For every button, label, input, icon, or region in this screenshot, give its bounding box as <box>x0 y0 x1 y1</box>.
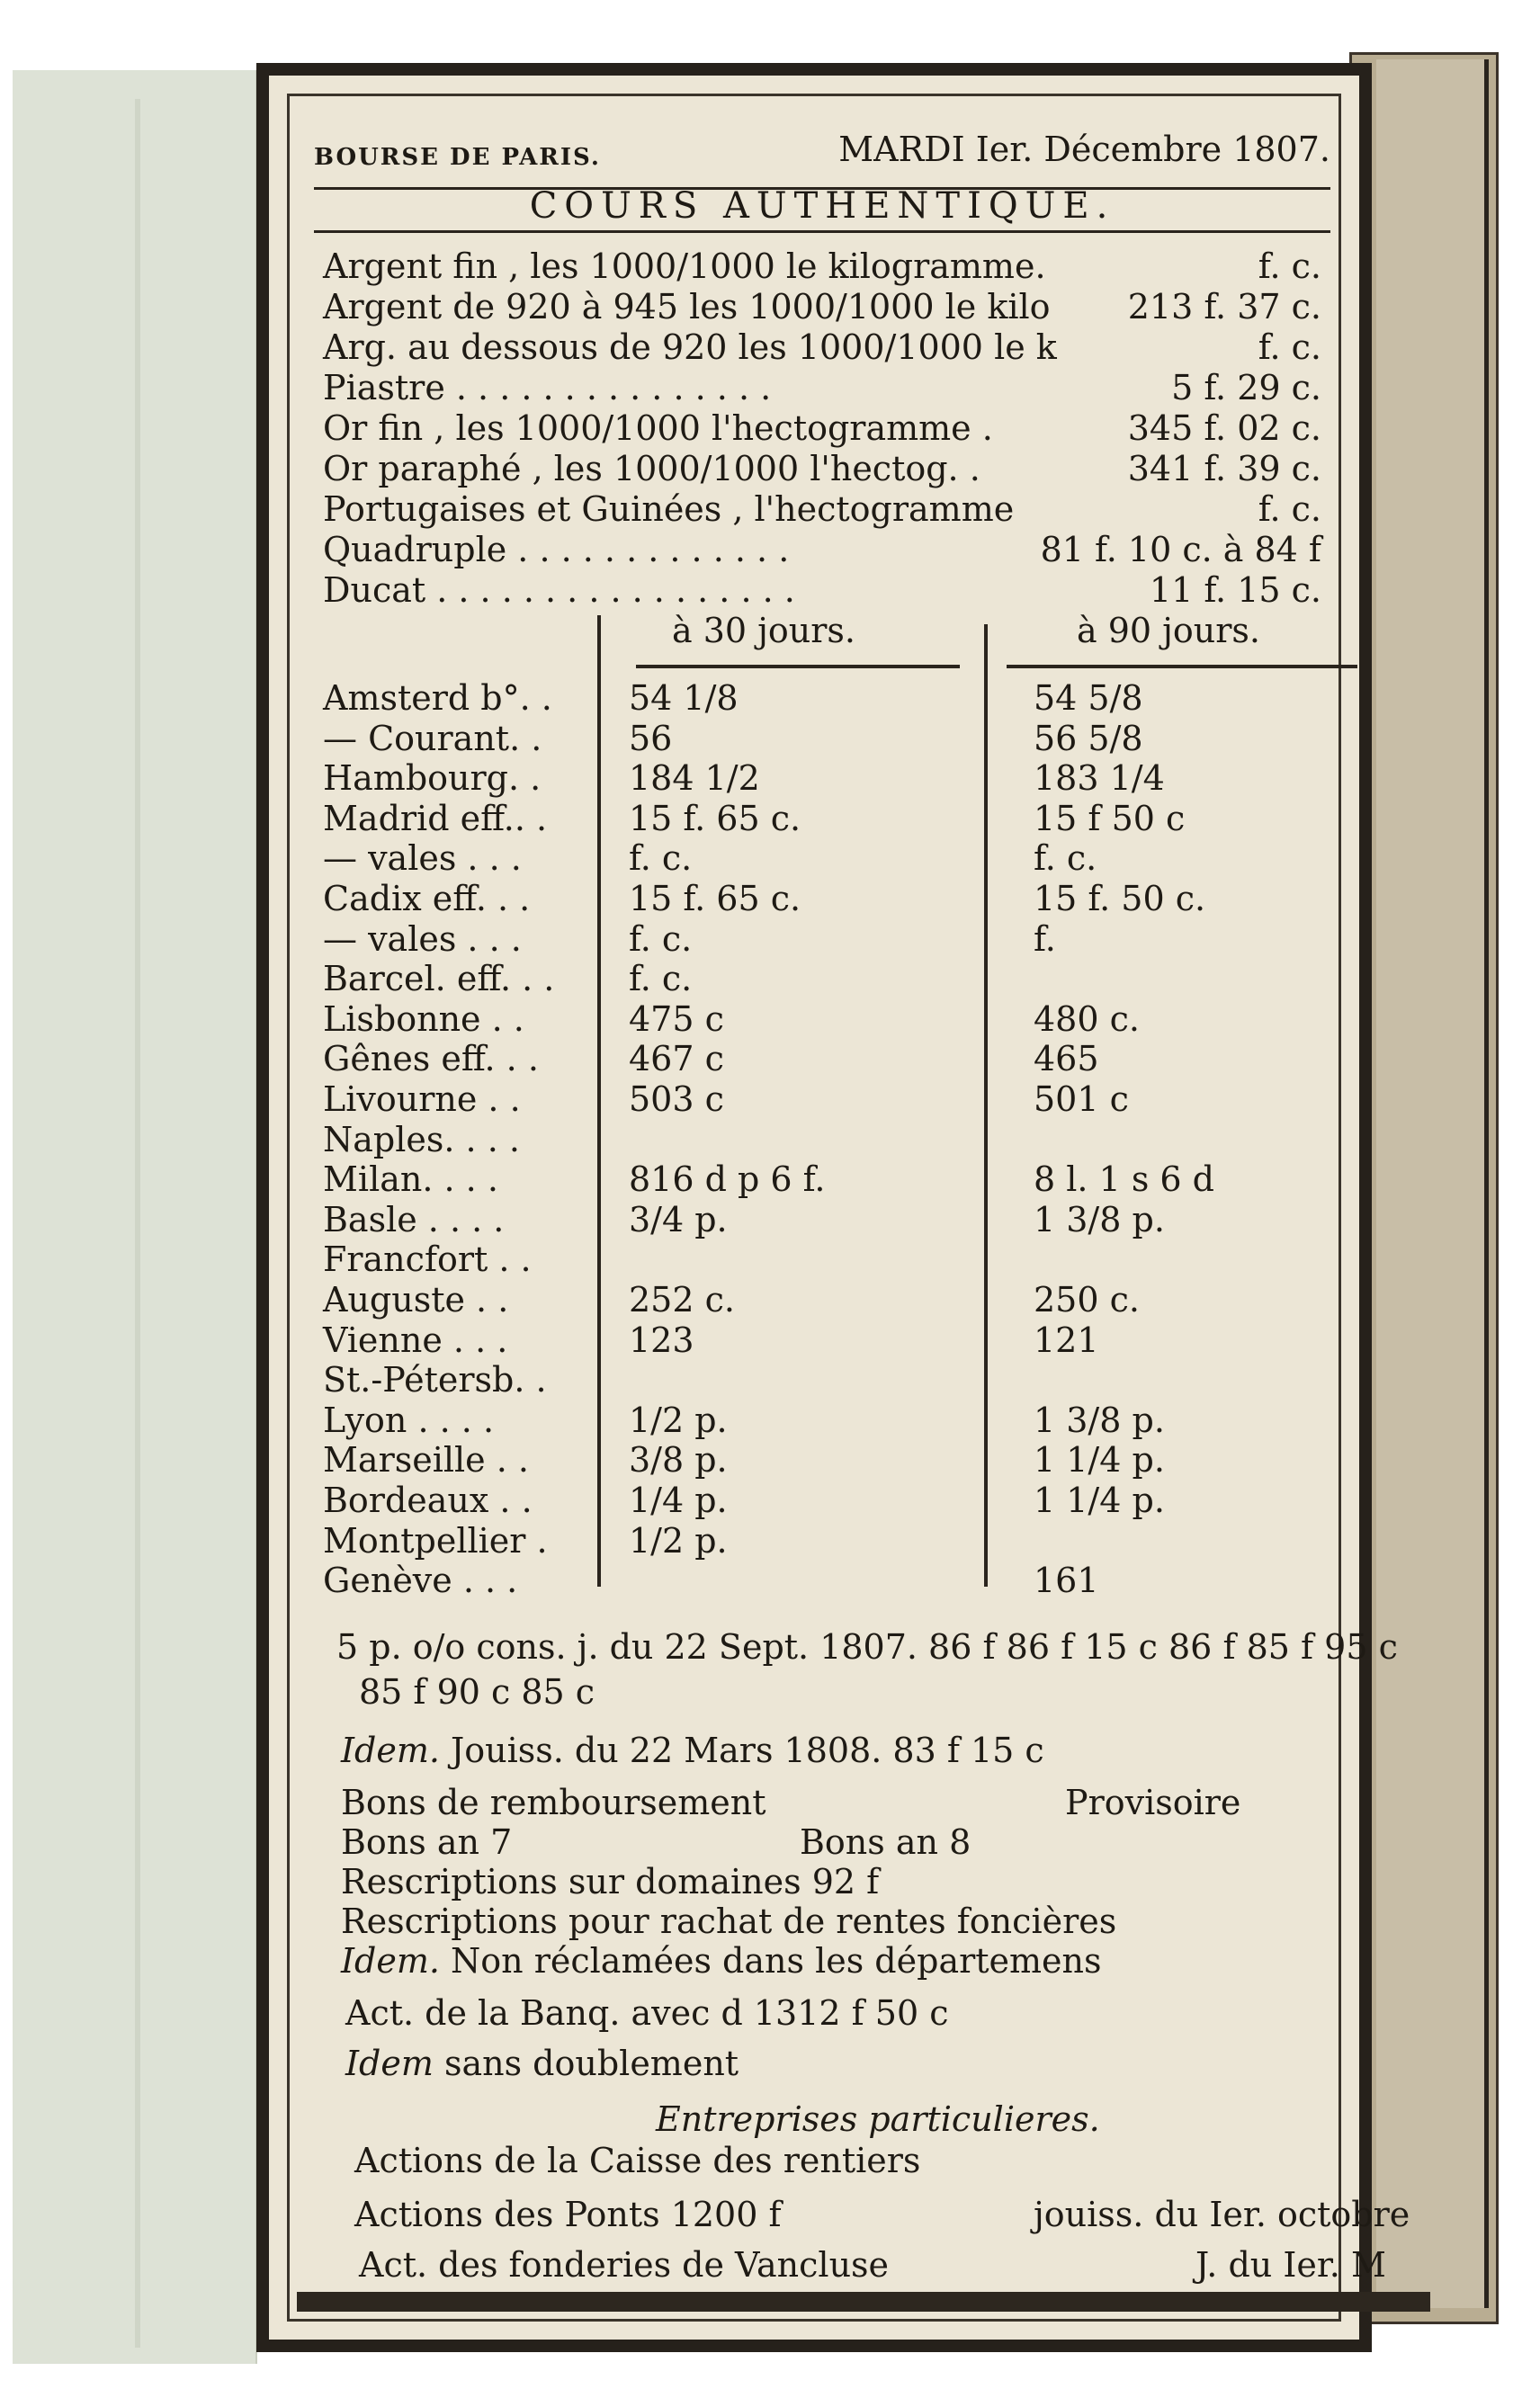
metal-value: 5 f. 29 c. <box>1171 368 1321 407</box>
rate-30-days: 3/8 p. <box>629 1440 728 1481</box>
exchange-row <box>323 1120 1357 1160</box>
exchange-row <box>323 999 1357 1040</box>
exchange-row <box>323 1280 1357 1320</box>
exchange-row <box>323 1239 1357 1280</box>
rate-30-days: 184 1/2 <box>629 758 760 799</box>
exchange-row <box>323 1360 1357 1400</box>
metal-label: Or fin , les 1000/1000 l'hectogramme . <box>323 408 993 448</box>
city-name: Marseille . . <box>323 1440 529 1481</box>
title-rule <box>314 230 1330 233</box>
exchange-row <box>323 799 1357 839</box>
idem2-text: Non réclamées dans les départemens <box>451 1941 1102 1981</box>
page-bottom-edge <box>297 2292 1430 2312</box>
city-name: Basle . . . . <box>323 1199 505 1239</box>
metal-row <box>323 246 1339 284</box>
rate-90-days: 501 c <box>1034 1079 1129 1119</box>
rate-30-days: 1/2 p. <box>629 1520 728 1561</box>
exchange-row <box>323 1440 1357 1481</box>
rate-90-days: 161 <box>1034 1561 1099 1601</box>
metal-row <box>323 408 1339 446</box>
rate-90-days: 183 1/4 <box>1034 758 1165 799</box>
metal-row <box>323 327 1339 365</box>
metal-value: 81 f. 10 c. à 84 f <box>1040 530 1321 569</box>
metal-label: Argent fin , les 1000/1000 le kilogramme. <box>323 246 1046 286</box>
city-name: — Courant. . <box>323 718 542 758</box>
fonderies-jouissance: J. du Ier. M <box>1195 2245 1386 2285</box>
rate-90-days: 1 3/8 p. <box>1034 1400 1165 1440</box>
rate-30-days: 1/4 p. <box>629 1481 728 1520</box>
city-name: Genève . . . <box>323 1561 518 1601</box>
metal-label: Argent de 920 à 945 les 1000/1000 le kilo <box>323 287 1051 327</box>
city-name: Lyon . . . . <box>323 1400 495 1440</box>
city-name: Gênes eff. . . <box>323 1039 539 1079</box>
rate-30-days: f. c. <box>629 959 693 999</box>
rescriptions-domaines: Rescriptions sur domaines 92 f <box>341 1862 880 1901</box>
provisoire: Provisoire <box>1065 1783 1241 1822</box>
city-name: Milan. . . . <box>323 1159 498 1200</box>
rate-90-days: 56 5/8 <box>1034 718 1143 758</box>
metal-value: f. c. <box>1258 489 1321 529</box>
idem3-text: sans doublement <box>443 2044 739 2083</box>
page-stack-edge-inner <box>1376 59 1489 2308</box>
caisse-rentiers: Actions de la Caisse des rentiers <box>354 2141 921 2180</box>
rate-90-days: 54 5/8 <box>1034 678 1143 718</box>
metal-label: Ducat . . . . . . . . . . . . . . . . . <box>323 570 795 610</box>
exchange-row <box>323 879 1357 919</box>
rate-90-days: 465 <box>1034 1039 1099 1079</box>
city-name: — vales . . . <box>323 918 522 959</box>
exchange-row <box>323 1079 1357 1120</box>
rate-90-days: 121 <box>1034 1320 1099 1360</box>
metal-row <box>323 449 1339 487</box>
rate-90-days: f. c. <box>1034 838 1097 879</box>
metal-label: Or paraphé , les 1000/1000 l'hectog. . <box>323 449 980 488</box>
idem-sans-doublement <box>345 2044 739 2083</box>
rate-90-days: 1 1/4 p. <box>1034 1440 1165 1481</box>
bulletin-page <box>256 63 1410 2352</box>
city-name: Barcel. eff. . . <box>323 959 555 999</box>
city-name: Francfort . . <box>323 1239 532 1280</box>
rate-90-days: 1 3/8 p. <box>1034 1199 1165 1239</box>
city-name: Madrid eff.. . <box>323 798 548 838</box>
idem-label: Idem. <box>341 1731 440 1770</box>
exchange-row <box>323 1039 1357 1079</box>
exchange-row <box>323 719 1357 759</box>
metal-label: Piastre . . . . . . . . . . . . . . . <box>323 368 772 407</box>
city-name: — vales . . . <box>323 838 522 879</box>
metal-value: 345 f. 02 c. <box>1127 408 1321 448</box>
exchange-row <box>323 1159 1357 1200</box>
idem-jouiss-line <box>341 1731 1044 1770</box>
col-30-heading: à 30 jours. <box>671 611 856 650</box>
metal-value: f. c. <box>1258 246 1321 286</box>
city-name: St.-Pétersb. . <box>323 1360 547 1400</box>
entreprises-heading: Entreprises particulieres. <box>656 2099 1100 2139</box>
exchange-row <box>323 1200 1357 1240</box>
city-name: Hambourg. . <box>323 758 542 799</box>
rate-30-days: 15 f. 65 c. <box>629 798 801 838</box>
city-name: Naples. . . . <box>323 1119 520 1159</box>
metal-label: Portugaises et Guinées , l'hectogramme <box>323 489 1015 529</box>
metal-row <box>323 570 1339 608</box>
metal-row <box>323 368 1339 406</box>
col-90-rule <box>1007 665 1357 668</box>
idem-non-reclamees <box>341 1941 1102 1981</box>
rate-30-days: 3/4 p. <box>629 1199 728 1239</box>
city-name: Montpellier . <box>323 1520 548 1561</box>
idem2-label: Idem. <box>341 1941 440 1981</box>
city-name: Auguste . . <box>323 1280 509 1320</box>
col-90-heading: à 90 jours. <box>1076 611 1261 650</box>
city-name: Livourne . . <box>323 1079 521 1119</box>
exchange-row <box>323 1320 1357 1361</box>
exchange-row <box>323 1561 1357 1601</box>
rescriptions-rachat: Rescriptions pour rachat de rentes foncières <box>341 1901 1117 1941</box>
rate-30-days: 816 d p 6 f. <box>629 1159 826 1200</box>
bons-remb: Bons de remboursement <box>341 1783 766 1822</box>
metal-value: 11 f. 15 c. <box>1149 570 1321 610</box>
rate-30-days: 56 <box>629 718 673 758</box>
metal-value: 213 f. 37 c. <box>1127 287 1321 327</box>
rate-30-days: 54 1/8 <box>629 678 739 718</box>
fonderies-vancluse: Act. des fonderies de Vancluse <box>359 2245 890 2285</box>
rate-30-days: 15 f. 65 c. <box>629 879 801 918</box>
exchange-row <box>323 838 1357 879</box>
idem3-label: Idem <box>345 2044 434 2083</box>
exchange-row <box>323 959 1357 999</box>
page-header <box>314 130 1348 183</box>
rate-30-days: 1/2 p. <box>629 1400 728 1440</box>
rate-90-days: 250 c. <box>1034 1280 1140 1320</box>
rate-90-days: 1 1/4 p. <box>1034 1481 1165 1520</box>
date-heading: MARDI Ier. Décembre 1807. <box>838 130 1330 169</box>
bons-an-8: Bons an 8 <box>800 1822 971 1862</box>
cover-fold-crease <box>135 99 140 2348</box>
city-name: Vienne . . . <box>323 1320 508 1360</box>
rate-30-days: 123 <box>629 1320 694 1360</box>
bourse-label: BOURSE DE PARIS. <box>314 144 601 171</box>
col-30-rule <box>636 665 960 668</box>
cons-line-1: 5 p. o/o cons. j. du 22 Sept. 1807. 86 f 86 f 15 c 86 f 85 f 95 c <box>336 1627 1398 1667</box>
metal-label: Arg. au dessous de 920 les 1000/1000 le k <box>323 327 1057 367</box>
rate-90-days: 8 l. 1 s 6 d <box>1034 1159 1214 1200</box>
metal-row <box>323 530 1339 568</box>
exchange-row <box>323 919 1357 960</box>
exchange-row <box>323 1400 1357 1441</box>
ponts-jouissance: jouiss. du Ier. octobre <box>1034 2195 1410 2234</box>
rate-30-days: 252 c. <box>629 1280 735 1320</box>
rate-90-days: 15 f. 50 c. <box>1034 879 1206 918</box>
cons-line-2: 85 f 90 c 85 c <box>359 1672 595 1712</box>
city-name: Lisbonne . . <box>323 998 524 1039</box>
city-name: Amsterd b°. . <box>323 678 552 718</box>
rate-30-days: 503 c <box>629 1079 724 1119</box>
exchange-row <box>323 1521 1357 1561</box>
bons-an-7: Bons an 7 <box>341 1822 513 1862</box>
metal-value: 341 f. 39 c. <box>1127 449 1321 488</box>
actions-ponts: Actions des Ponts 1200 f <box>354 2195 782 2234</box>
page-title: COURS AUTHENTIQUE. <box>529 185 1115 227</box>
rate-30-days: 467 c <box>629 1039 724 1079</box>
city-name: Cadix eff. . . <box>323 879 531 918</box>
exchange-row <box>323 678 1357 719</box>
rate-30-days: 475 c <box>629 998 724 1039</box>
exchange-row <box>323 1481 1357 1521</box>
act-banque: Act. de la Banq. avec d 1312 f 50 c <box>345 1993 949 2033</box>
rate-90-days: 15 f 50 c <box>1034 798 1186 838</box>
idem-text: Jouiss. du 22 Mars 1808. 83 f 15 c <box>451 1731 1044 1770</box>
metal-row <box>323 489 1339 527</box>
rate-90-days: f. <box>1034 918 1056 959</box>
rate-90-days: 480 c. <box>1034 998 1140 1039</box>
rate-30-days: f. c. <box>629 838 693 879</box>
exchange-row <box>323 758 1357 799</box>
rate-30-days: f. c. <box>629 918 693 959</box>
city-name: Bordeaux . . <box>323 1481 533 1520</box>
metal-value: f. c. <box>1258 327 1321 367</box>
metal-label: Quadruple . . . . . . . . . . . . . <box>323 530 790 569</box>
metal-row <box>323 287 1339 325</box>
